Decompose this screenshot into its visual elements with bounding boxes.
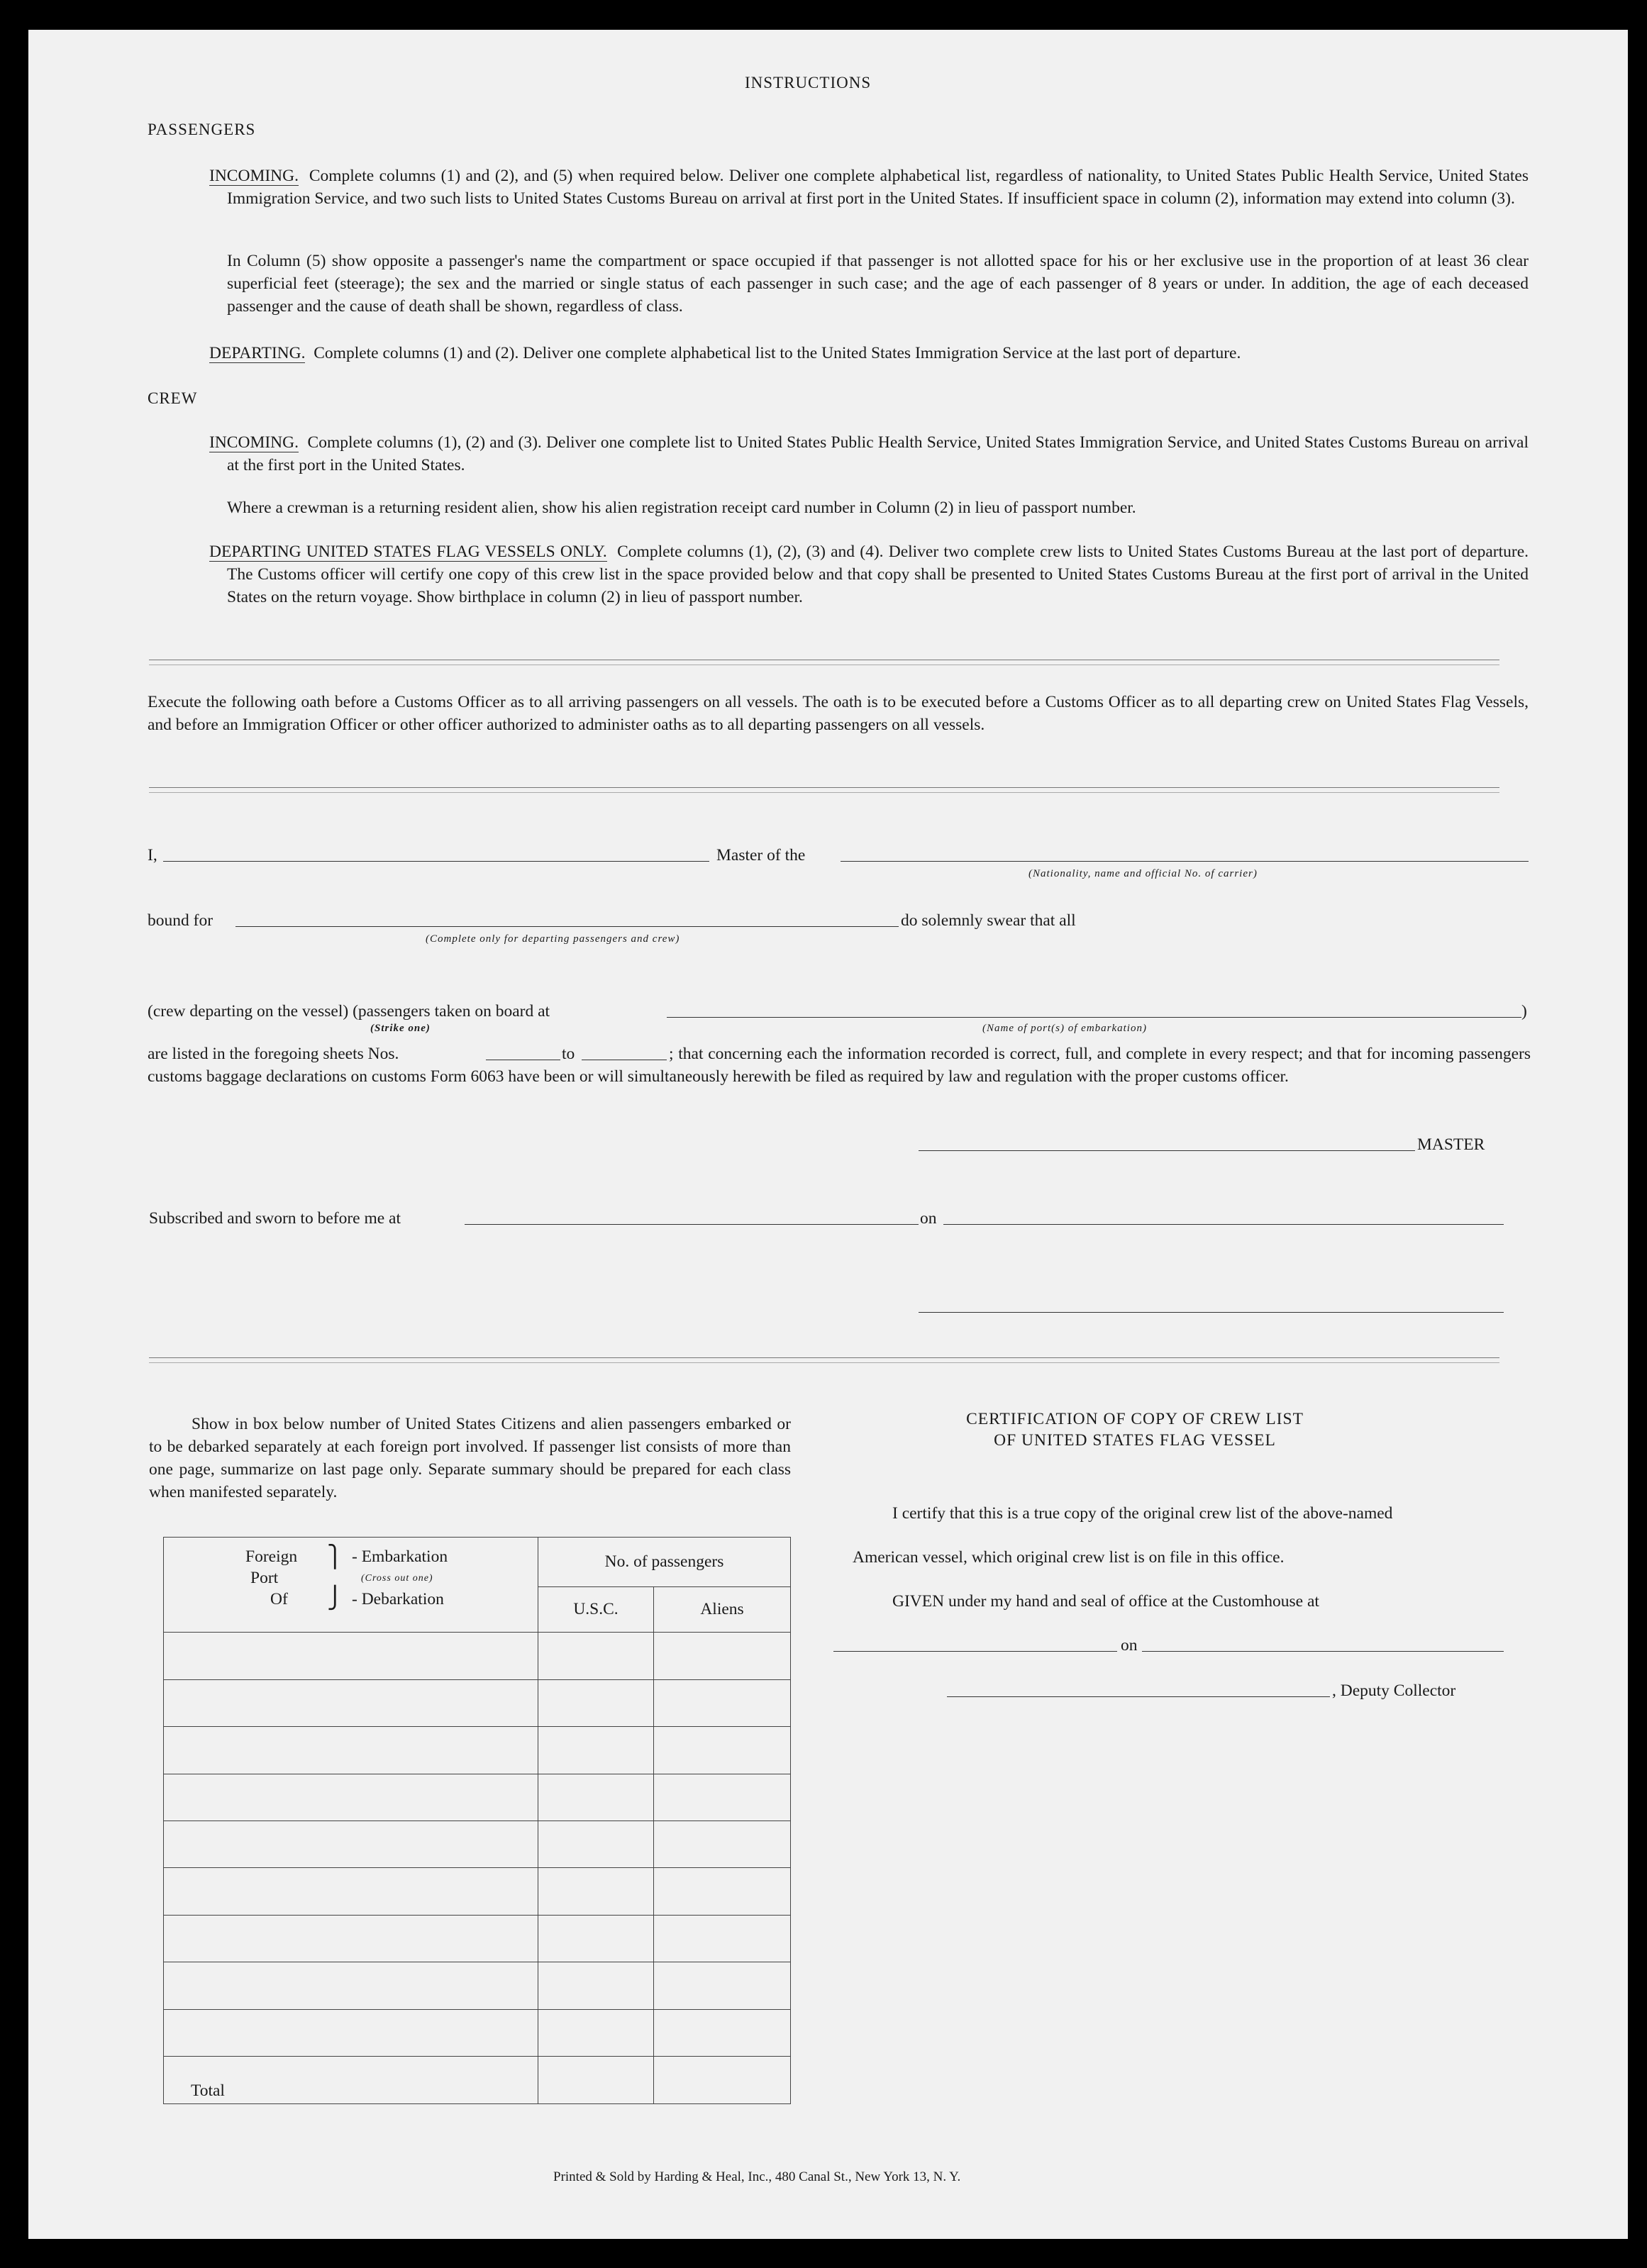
port-cell[interactable] xyxy=(164,2009,538,2056)
oath-master-of-the: Master of the xyxy=(716,846,806,865)
certify-line1: I certify that this is a true copy of the original crew list of the above-named xyxy=(892,1504,1393,1523)
aliens-cell[interactable] xyxy=(654,1820,791,1867)
crew-departing-paragraph xyxy=(209,540,1529,608)
usc-cell[interactable] xyxy=(538,1633,654,1679)
oath-crew-passengers: (crew departing on the vessel) (passengers taken on board at xyxy=(148,1002,550,1021)
deputy-collector-label: , Deputy Collector xyxy=(1332,1681,1456,1700)
divider xyxy=(149,787,1499,788)
port-cell[interactable] xyxy=(164,1868,538,1915)
foreign-label: Foreign xyxy=(245,1547,298,1566)
cross-out-caption: (Cross out one) xyxy=(361,1573,433,1584)
ports-caption: (Name of port(s) of embarkation) xyxy=(982,1023,1147,1034)
divider xyxy=(149,1357,1499,1358)
passengers-heading: PASSENGERS xyxy=(148,121,256,138)
port-cell[interactable] xyxy=(164,1915,538,1962)
oath-i: I, xyxy=(148,846,157,865)
port-cell[interactable] xyxy=(164,1633,538,1679)
passengers-column5-paragraph: In Column (5) show opposite a passenger's name the compartment or space occupied if that passenger is not allotted space for his or her exclusive use in the proportion of at least 36 clear superficial feet (steerage); the sex and the married or single status of each passenger in such case; and the age of each passenger of 8 years or under. In addition, the age of each deceased passenger and the cause of death shall be shown, regardless of class. xyxy=(227,252,1529,316)
crew-resident-paragraph: Where a crewman is a returning resident alien, show his alien registration receipt card number in Column (2) in lieu of passport number. xyxy=(227,499,1136,517)
certification-title-line1: CERTIFICATION OF COPY OF CREW LIST xyxy=(966,1410,1304,1428)
aliens-cell[interactable] xyxy=(654,2009,791,2056)
oath-close-paren: ) xyxy=(1521,1002,1527,1021)
certification-title-line2: OF UNITED STATES FLAG VESSEL xyxy=(994,1431,1276,1450)
passengers-incoming-paragraph xyxy=(209,165,1529,210)
certify-on: on xyxy=(1121,1636,1138,1655)
usc-total-cell[interactable] xyxy=(538,2057,654,2104)
aliens-cell[interactable] xyxy=(654,1962,791,2009)
document-page xyxy=(28,30,1628,2239)
passengers-departing-paragraph xyxy=(209,342,1529,365)
passengers-incoming-label: INCOMING. xyxy=(209,167,299,185)
usc-cell[interactable] xyxy=(538,1727,654,1774)
sworn-date-field[interactable] xyxy=(943,1224,1504,1225)
oath-swear: do solemnly swear that all xyxy=(901,911,1076,930)
aliens-cell[interactable] xyxy=(654,1915,791,1962)
strike-one-caption: (Strike one) xyxy=(370,1023,431,1034)
bound-caption: (Complete only for departing passengers and crew) xyxy=(426,933,680,945)
port-cell[interactable] xyxy=(164,1820,538,1867)
crew-departing-label: DEPARTING UNITED STATES FLAG VESSELS ONLY. xyxy=(209,543,607,561)
oath-instruction: Execute the following oath before a Customs Officer as to all arriving passengers on all vessels. The oath is to be executed before a Customs Officer as to all departing crew on United States Flag Vessels, and before an Immigration Officer or other officer authorized to administer oaths as to all departing passengers on all vessels. xyxy=(148,693,1529,734)
passenger-summary-table xyxy=(163,1537,791,2104)
nationality-caption: (Nationality, name and official No. of carrier) xyxy=(1028,868,1258,879)
ports-field[interactable] xyxy=(667,1017,1521,1018)
certification-date-field[interactable] xyxy=(1142,1651,1504,1652)
aliens-cell[interactable] xyxy=(654,1774,791,1820)
brace-icon: ⎭ xyxy=(327,1586,343,1610)
brace-icon: ⎫ xyxy=(327,1545,343,1569)
crew-heading: CREW xyxy=(148,389,198,407)
usc-header: U.S.C. xyxy=(538,1586,654,1632)
aliens-cell[interactable] xyxy=(654,1633,791,1679)
aliens-header: Aliens xyxy=(654,1586,791,1632)
passengers-incoming-text: Complete columns (1) and (2), and (5) when required below. Deliver one complete alphabetical list, regardless of nationality, to United States Public Health Service, United States Immigration Service, and two such lists to United States Customs Bureau on arrival at first port in the United States. If insufficient space in column (2), information may extend into column (3). xyxy=(227,167,1529,208)
usc-cell[interactable] xyxy=(538,1820,654,1867)
no-of-passengers-header: No. of passengers xyxy=(538,1538,791,1587)
certify-given: GIVEN under my hand and seal of office at the Customhouse at xyxy=(892,1592,1319,1611)
deputy-collector-signature-field[interactable] xyxy=(947,1696,1330,1697)
oath-listed-rest-text: ; that concerning each the information recorded is correct, full, and complete in every respect; and that for incoming passengers customs baggage declarations on customs Form 6063 have been or will simultaneously herewith be filed as required by law and regulation with the proper customs officer. xyxy=(148,1045,1531,1086)
port-header-cell xyxy=(164,1538,538,1633)
passengers-departing-text: Complete columns (1) and (2). Deliver one complete alphabetical list to the United States Immigration Service at the last port of departure. xyxy=(314,344,1241,362)
port-cell[interactable] xyxy=(164,1962,538,2009)
total-label: Total xyxy=(164,2057,538,2104)
carrier-field[interactable] xyxy=(841,861,1529,862)
debarkation-label: - Debarkation xyxy=(352,1590,444,1608)
printer-footer: Printed & Sold by Harding & Heal, Inc., 480 Canal St., New York 13, N. Y. xyxy=(553,2169,961,2184)
summary-instruction: Show in box below number of United States Citizens and alien passengers embarked or to be debarked separately at each foreign port involved. If passenger list consists of more than one page, summarize on last page only. Separate summary should be prepared for each class when manifested separately. xyxy=(149,1415,791,1501)
oath-on: on xyxy=(920,1209,937,1228)
port-cell[interactable] xyxy=(164,1774,538,1820)
of-label: Of xyxy=(270,1590,288,1608)
port-cell[interactable] xyxy=(164,1727,538,1774)
divider xyxy=(149,1362,1499,1363)
certify-line2: American vessel, which original crew list is on file in this office. xyxy=(853,1548,1285,1567)
usc-cell[interactable] xyxy=(538,2009,654,2056)
customhouse-field[interactable] xyxy=(833,1651,1117,1652)
sworn-place-field[interactable] xyxy=(465,1224,919,1225)
crew-incoming-label: INCOMING. xyxy=(209,433,299,452)
oath-bound-for: bound for xyxy=(148,911,214,930)
port-cell[interactable] xyxy=(164,1679,538,1726)
oath-master-label: MASTER xyxy=(1417,1135,1485,1154)
port-label: Port xyxy=(250,1569,279,1587)
usc-cell[interactable] xyxy=(538,1962,654,2009)
aliens-total-cell[interactable] xyxy=(654,2057,791,2104)
crew-incoming-paragraph xyxy=(209,431,1529,477)
instructions-title: INSTRUCTIONS xyxy=(745,74,872,91)
aliens-cell[interactable] xyxy=(654,1679,791,1726)
oath-listed-prefix: are listed in the foregoing sheets Nos. xyxy=(148,1045,399,1063)
divider xyxy=(149,792,1499,793)
oath-listed-rest xyxy=(148,1043,1531,1088)
passengers-departing-label: DEPARTING. xyxy=(209,344,306,362)
destination-field[interactable] xyxy=(235,926,899,927)
master-signature-field[interactable] xyxy=(919,1150,1415,1151)
embarkation-label: - Embarkation xyxy=(352,1547,448,1566)
oath-to: to xyxy=(562,1045,575,1063)
aliens-cell[interactable] xyxy=(654,1727,791,1774)
usc-cell[interactable] xyxy=(538,1915,654,1962)
usc-cell[interactable] xyxy=(538,1679,654,1726)
crew-departing-text: Complete columns (1), (2), (3) and (4). Deliver two complete crew lists to United States Customs Bureau at the last port of departure. The Customs officer will certify one copy of this crew list in the space provided below and that copy shall be presented to United States Customs Bureau at the first port of arrival in the United States on the return voyage. Show birthplace in column (2) in lieu of passport number. xyxy=(227,543,1529,606)
usc-cell[interactable] xyxy=(538,1868,654,1915)
master-name-field[interactable] xyxy=(163,861,709,862)
officer-signature-field[interactable] xyxy=(919,1312,1504,1313)
usc-cell[interactable] xyxy=(538,1774,654,1820)
oath-subscribed: Subscribed and sworn to before me at xyxy=(149,1209,401,1228)
aliens-cell[interactable] xyxy=(654,1868,791,1915)
crew-incoming-text: Complete columns (1), (2) and (3). Deliver one complete list to United States Public Health Service, United States Immigration Service, and United States Customs Bureau on arrival at the first port in the United States. xyxy=(227,433,1529,474)
